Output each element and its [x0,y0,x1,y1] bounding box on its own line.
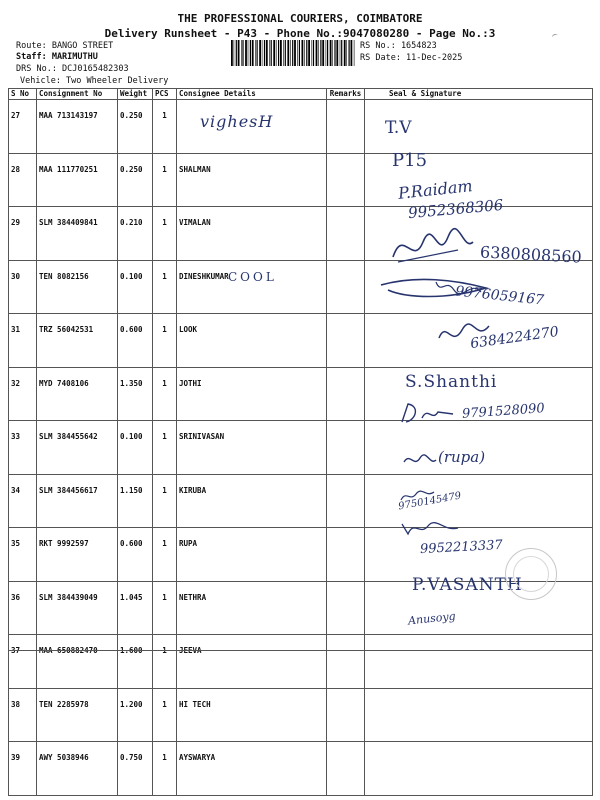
pieces-cell: 1 [153,635,177,689]
column-header: S No [9,89,37,100]
handwritten-phone: 6384224270 [469,323,560,353]
pieces-cell: 1 [153,421,177,475]
weight-cell: 0.600 [118,528,153,582]
seal-signature-cell [365,688,593,742]
handwritten-phone: 9952213337 [419,537,504,558]
rs-number: RS No.: 1654823 [360,41,437,51]
remarks-cell [327,528,365,582]
pieces-cell: 1 [153,314,177,368]
consignee-details-cell: NETHRA [177,581,327,635]
serial-number-cell: 27 [9,100,37,154]
consignment-number-cell: MAA 111770251 [37,153,118,207]
rs-date: RS Date: 11-Dec-2025 [360,53,463,63]
pieces-cell: 1 [153,742,177,796]
column-header: PCS [153,89,177,100]
handwritten-name: vighesH [200,112,274,131]
consignee-details-cell: JEEVA [177,635,327,689]
serial-number-cell: 33 [9,421,37,475]
remarks-cell [327,207,365,261]
consignment-number-cell: MAA 650882470 [37,635,118,689]
consignee-details-cell: HI TECH [177,688,327,742]
remarks-cell [327,314,365,368]
consignment-number-cell: RKT 9992597 [37,528,118,582]
remarks-cell [327,688,365,742]
remarks-cell [327,474,365,528]
signature: Anusoyg [407,609,457,628]
weight-cell: 1.150 [118,474,153,528]
table-row [9,742,593,796]
handwritten-phone: 9791528090 [461,401,546,422]
consignee-details-cell: KIRUBA [177,474,327,528]
table-row [9,153,593,207]
signature-scribble [400,448,440,472]
signature: S.Shanthi [405,372,498,392]
column-header: Consignee Details [177,89,327,100]
signature: P.VASANTH [412,575,523,595]
handwritten-note: COOL [228,270,277,284]
vehicle-label: Vehicle: Two Wheeler Delivery [20,76,169,86]
table-row [9,635,593,689]
staff-label: Staff: MARIMUTHU [16,52,98,62]
consignee-details-cell: DINESHKUMAR [177,260,327,314]
pieces-cell: 1 [153,153,177,207]
column-header: Seal & Signature [365,89,593,100]
seal-signature-cell [365,635,593,689]
consignee-details-cell: JOTHI [177,367,327,421]
table-row [9,421,593,475]
route-label: Route: BANGO STREET [16,41,114,51]
pieces-cell: 1 [153,260,177,314]
remarks-cell [327,100,365,154]
consignment-number-cell: SLM 384439049 [37,581,118,635]
remarks-cell [327,367,365,421]
column-header: Weight [118,89,153,100]
handwritten-phone: 9976059167 [454,283,545,309]
pieces-cell: 1 [153,581,177,635]
serial-number-cell: 30 [9,260,37,314]
document-subtitle: Delivery Runsheet - P43 - Phone No.:9047080280 - Page No.:3 [104,27,496,40]
consignee-details-cell: VIMALAN [177,207,327,261]
consignee-details-cell: LOOK [177,314,327,368]
consignment-number-cell: MAA 713143197 [37,100,118,154]
column-header: Consignment No [37,89,118,100]
consignment-number-cell: AWY 5038946 [37,742,118,796]
consignment-number-cell: TEN 8082156 [37,260,118,314]
handwritten-phone: 6380808560 [479,242,583,267]
remarks-cell [327,153,365,207]
serial-number-cell: 39 [9,742,37,796]
pieces-cell: 1 [153,367,177,421]
consignment-number-cell: MYD 7408106 [37,367,118,421]
table-row [9,688,593,742]
weight-cell: 1.045 [118,581,153,635]
pieces-cell: 1 [153,207,177,261]
serial-number-cell: 32 [9,367,37,421]
weight-cell: 1.600 [118,635,153,689]
serial-number-cell: 28 [9,153,37,207]
office-stamp [505,548,557,600]
consignment-number-cell: SLM 384456617 [37,474,118,528]
consignee-details-cell: SHALMAN [177,153,327,207]
signature-scribble [398,516,468,540]
weight-cell: 1.350 [118,367,153,421]
pieces-cell: 1 [153,688,177,742]
table-header-row [9,89,593,100]
consignment-number-cell: TEN 2285978 [37,688,118,742]
consignment-number-cell: SLM 384455642 [37,421,118,475]
weight-cell: 0.750 [118,742,153,796]
weight-cell: 1.200 [118,688,153,742]
consignee-details-cell: RUPA [177,528,327,582]
handwritten-phone: 9750145479 [397,490,463,513]
weight-cell: 0.100 [118,421,153,475]
signature: P15 [392,150,428,171]
weight-cell: 0.210 [118,207,153,261]
pieces-cell: 1 [153,528,177,582]
signature: T.V [385,118,412,138]
serial-number-cell: 34 [9,474,37,528]
serial-number-cell: 29 [9,207,37,261]
pieces-cell: 1 [153,474,177,528]
serial-number-cell: 38 [9,688,37,742]
remarks-cell [327,421,365,475]
serial-number-cell: 35 [9,528,37,582]
weight-cell: 0.100 [118,260,153,314]
consignee-details-cell: AYSWARYA [177,742,327,796]
remarks-cell [327,742,365,796]
remarks-cell [327,581,365,635]
consignment-number-cell: SLM 384409841 [37,207,118,261]
signature: (rupa) [438,448,486,466]
consignment-number-cell: TRZ 56042531 [37,314,118,368]
weight-cell: 0.250 [118,153,153,207]
remarks-cell [327,260,365,314]
signature-scribble [398,400,458,428]
table-row [9,474,593,528]
signature-scribble [388,222,478,272]
barcode [230,40,356,66]
table-row [9,100,593,154]
signature: P.Raidam [397,176,474,203]
column-header: Remarks [327,89,365,100]
consignee-details-cell: SRINIVASAN [177,421,327,475]
weight-cell: 0.600 [118,314,153,368]
seal-signature-cell [365,742,593,796]
serial-number-cell: 36 [9,581,37,635]
serial-number-cell: 31 [9,314,37,368]
document-title: THE PROFESSIONAL COURIERS, COIMBATORE [177,12,423,25]
remarks-cell [327,635,365,689]
pieces-cell: 1 [153,100,177,154]
handwritten-phone: 9952368306 [407,195,505,223]
table-bottom-line [8,650,592,651]
weight-cell: 0.250 [118,100,153,154]
serial-number-cell: 37 [9,635,37,689]
runsheet-table [8,88,593,796]
drs-number: DRS No.: DCJ0165482303 [16,64,129,74]
